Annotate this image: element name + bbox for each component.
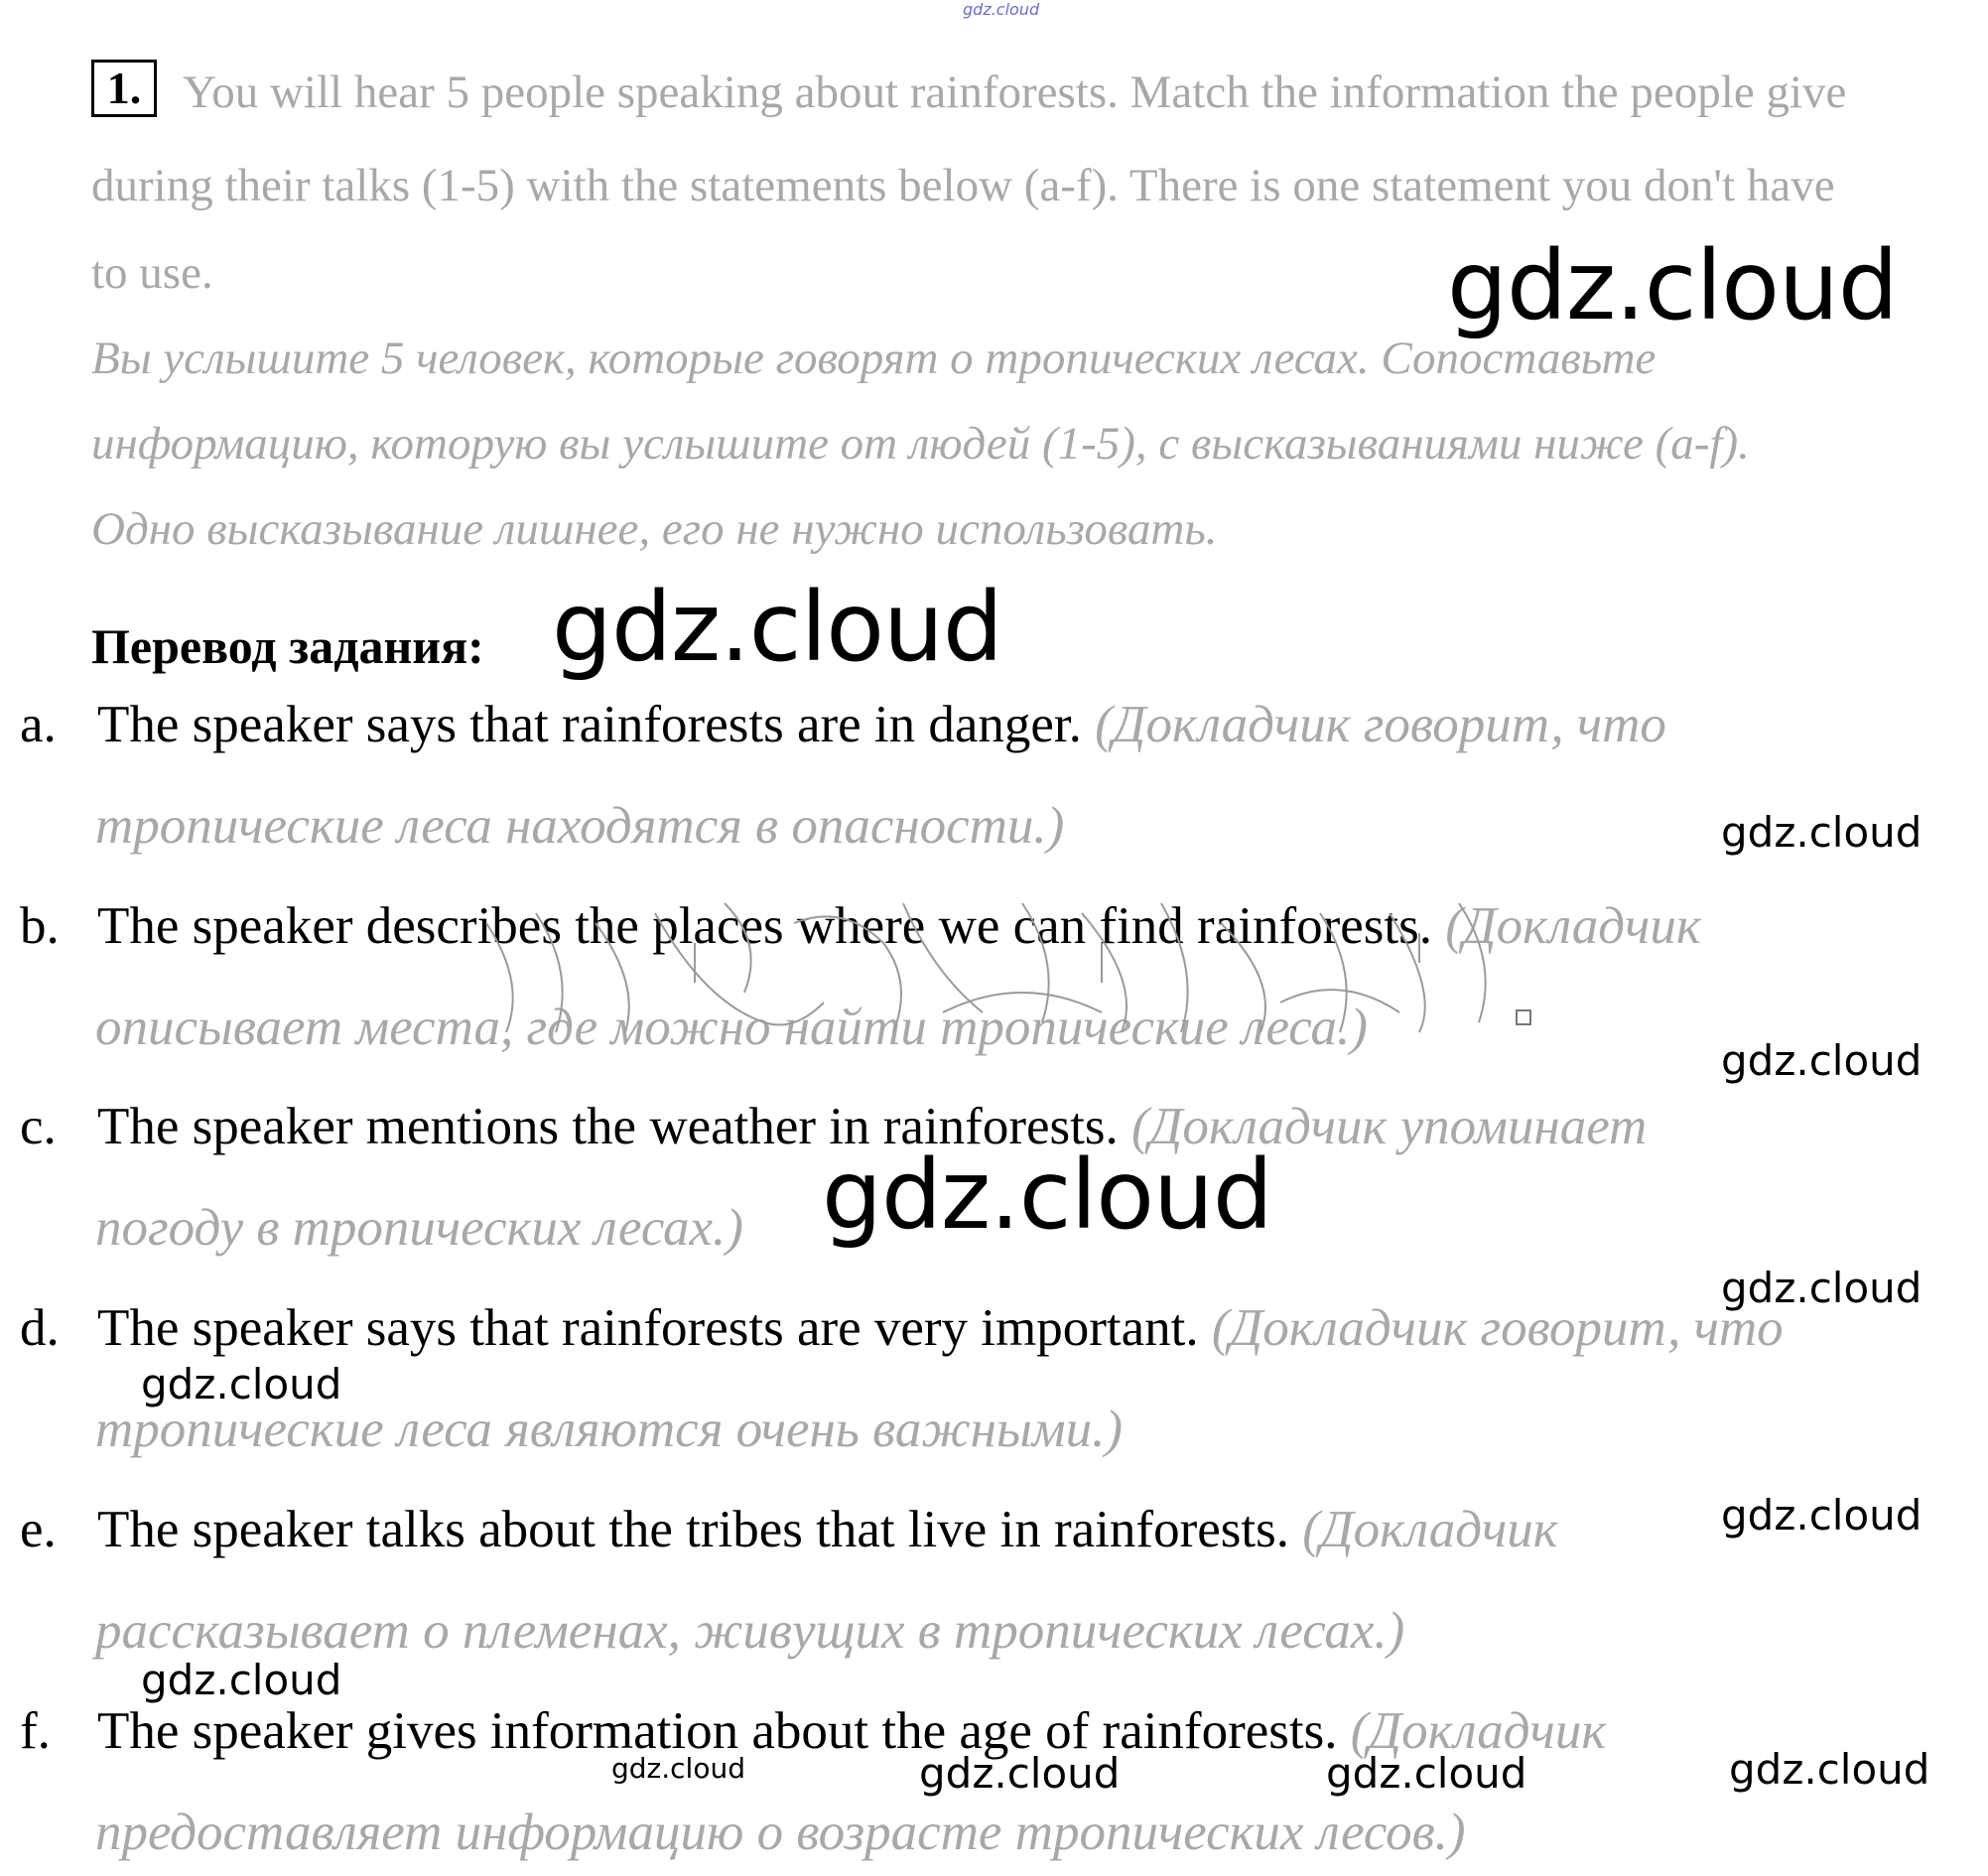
watermark-medium: gdz.cloud [1721, 808, 1922, 857]
statement-letter: e. [20, 1501, 57, 1558]
translation-line-1: Вы услышите 5 человек, которые говорят о тропических лесах. Сопоставьте [91, 333, 1657, 384]
watermark-medium: gdz.cloud [919, 1749, 1121, 1798]
watermark-medium: gdz.cloud [1729, 1745, 1930, 1794]
instruction-line-3: to use. [91, 247, 213, 299]
instruction-line-2: during their talks (1-5) with the statements below (a-f). There is one statement you don't have [91, 160, 1835, 211]
statement-translation: (Докладчик [1350, 1702, 1607, 1760]
watermark-large: gdz.cloud [1447, 230, 1898, 341]
statement-text: The speaker mentions the weather in rainforests. [97, 1098, 1119, 1155]
watermark-small: gdz.cloud [611, 1752, 745, 1785]
statement-a [97, 695, 1666, 754]
statement-text: The speaker talks about the tribes that live in rainforests. [97, 1501, 1289, 1558]
watermark-large: gdz.cloud [822, 1139, 1272, 1251]
scribble-marks [466, 883, 1538, 1042]
statement-text: The speaker describes the places where we can find rainforests. [97, 897, 1433, 955]
statement-translation: (Докладчик говорит, что [1095, 696, 1666, 753]
watermark-medium: gdz.cloud [141, 1360, 342, 1408]
statement-text: The speaker says that rainforests are in danger. [97, 696, 1082, 753]
translation-line-2: информацию, которую вы услышите от людей (1-5), с высказываниями ниже (a-f). [91, 418, 1750, 469]
task-number: 1. [91, 60, 157, 117]
statement-d [97, 1298, 1784, 1358]
section-title: Перевод задания: [91, 618, 484, 674]
statement-letter: f. [20, 1702, 51, 1760]
statement-letter: c. [20, 1098, 57, 1155]
statement-translation: (Докладчик упоминает [1130, 1098, 1648, 1155]
translation-line-3: Одно высказывание лишнее, его не нужно использовать. [91, 503, 1218, 555]
instruction-line-1: You will hear 5 people speaking about rainforests. Match the information the people give [183, 67, 1847, 118]
watermark-large: gdz.cloud [552, 572, 1002, 683]
statement-translation-cont: описывает места, где можно найти тропические леса.) [95, 999, 1368, 1056]
statement-translation-cont: тропические леса являются очень важными.) [95, 1401, 1124, 1458]
statement-letter: d. [20, 1299, 60, 1357]
statement-translation: (Докладчик говорит, что [1211, 1299, 1784, 1357]
statement-text: The speaker says that rainforests are very important. [97, 1299, 1199, 1357]
statement-translation: (Докладчик [1445, 897, 1701, 955]
statement-translation-cont: предоставляет информацию о возрасте тропических лесов.) [95, 1804, 1466, 1861]
statement-translation-cont: погоду в тропических лесах.) [95, 1199, 743, 1257]
watermark-top: gdz.cloud [963, 0, 1040, 19]
statement-translation: (Докладчик [1302, 1501, 1558, 1558]
statement-e [97, 1500, 1558, 1559]
statement-text: The speaker gives information about the age of rainforests. [97, 1702, 1338, 1760]
statement-letter: a. [20, 696, 57, 753]
statement-translation-cont: тропические леса находятся в опасности.) [95, 797, 1065, 855]
watermark-medium: gdz.cloud [1721, 1264, 1922, 1312]
watermark-medium: gdz.cloud [1721, 1036, 1922, 1085]
statement-letter: b. [20, 897, 60, 955]
watermark-medium: gdz.cloud [1326, 1749, 1527, 1798]
watermark-medium: gdz.cloud [141, 1656, 342, 1704]
statement-translation-cont: рассказывает о племенах, живущих в тропических лесах.) [95, 1602, 1405, 1660]
watermark-medium: gdz.cloud [1721, 1491, 1922, 1540]
